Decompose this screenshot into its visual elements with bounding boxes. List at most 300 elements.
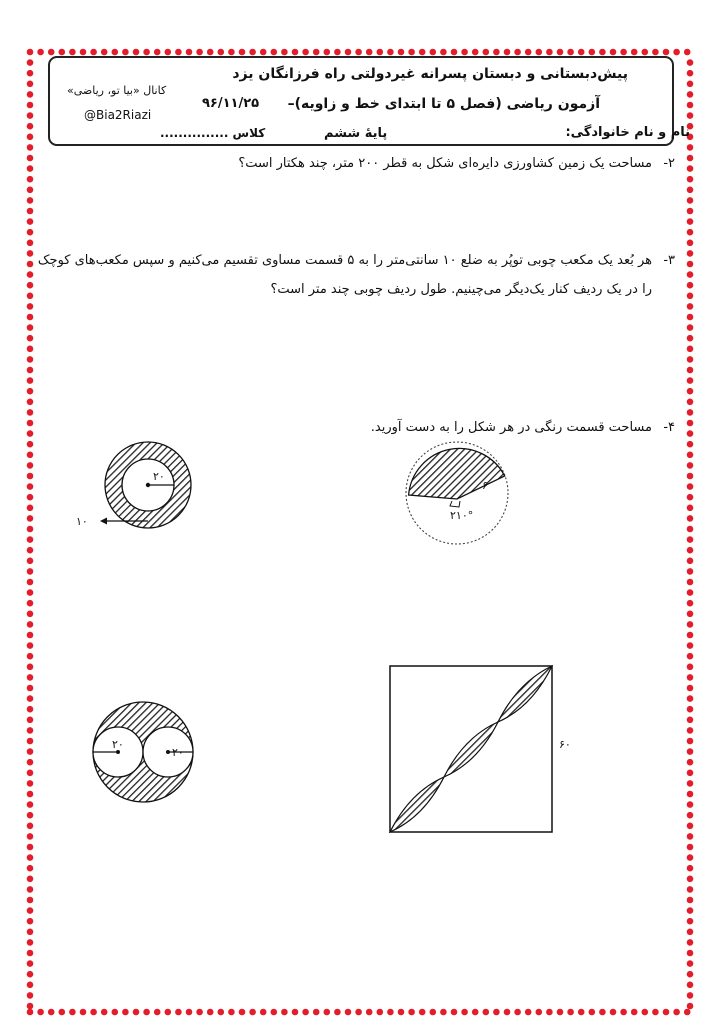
- question-4-number: ۴-: [663, 420, 675, 435]
- question-3-text-line2: را در یک ردیف کنار یک‌دیگر می‌چینیم. طول ردیف چوبی چند متر است؟: [270, 282, 652, 297]
- border-dot: [27, 49, 34, 56]
- border-dot: [196, 1009, 203, 1016]
- border-dot: [687, 293, 694, 300]
- border-dot: [687, 982, 694, 989]
- border-dot: [687, 229, 694, 236]
- border-dot: [687, 600, 694, 607]
- border-dot: [687, 865, 694, 872]
- border-dot: [186, 49, 193, 56]
- border-dot: [687, 399, 694, 406]
- border-dot: [345, 49, 352, 56]
- arrow-head-icon: [100, 518, 107, 525]
- segment-shaded-region: [409, 448, 505, 499]
- border-dot: [27, 462, 34, 469]
- border-dot: [687, 441, 694, 448]
- border-dot: [27, 929, 34, 936]
- border-dot: [687, 187, 694, 194]
- border-dot: [27, 102, 34, 109]
- border-dot: [27, 430, 34, 437]
- border-dot: [589, 49, 596, 56]
- border-dot: [687, 112, 694, 119]
- border-dot: [302, 49, 309, 56]
- border-dot: [514, 1009, 521, 1016]
- border-dot: [355, 49, 362, 56]
- border-dot: [687, 197, 694, 204]
- border-dot: [101, 1009, 108, 1016]
- border-dot: [599, 1009, 606, 1016]
- border-dot: [377, 49, 384, 56]
- border-dot: [27, 282, 34, 289]
- border-dot: [27, 335, 34, 342]
- channel-name: کانال «بیا تو، ریاضی»: [67, 84, 167, 97]
- border-dot: [27, 770, 34, 777]
- border-dot: [143, 1009, 150, 1016]
- border-dot: [27, 833, 34, 840]
- border-dot: [687, 642, 694, 649]
- border-dot: [687, 356, 694, 363]
- border-dot: [687, 939, 694, 946]
- border-dot: [27, 388, 34, 395]
- border-dot: [687, 589, 694, 596]
- border-dot: [687, 695, 694, 702]
- border-dot: [271, 1009, 278, 1016]
- border-dot: [37, 49, 44, 56]
- border-dot: [687, 844, 694, 851]
- border-dot: [27, 261, 34, 268]
- border-dot: [27, 971, 34, 978]
- class-field-label: کلاس ...............: [160, 126, 266, 140]
- border-dot: [27, 314, 34, 321]
- border-dot: [419, 49, 426, 56]
- border-dot: [687, 886, 694, 893]
- border-dot: [687, 706, 694, 713]
- border-dot: [687, 494, 694, 501]
- border-dot: [687, 929, 694, 936]
- border-dot: [673, 1009, 680, 1016]
- border-dot: [387, 49, 394, 56]
- border-dot: [631, 1009, 638, 1016]
- border-dot: [27, 208, 34, 215]
- segment-angle-label: ۲۱۰°: [450, 509, 474, 522]
- border-dot: [27, 812, 34, 819]
- border-dot: [27, 939, 34, 946]
- border-dot: [27, 918, 34, 925]
- border-dot: [186, 1009, 193, 1016]
- border-dot: [27, 717, 34, 724]
- border-dot: [687, 738, 694, 745]
- ring-figure: [60, 440, 210, 550]
- border-dot: [687, 483, 694, 490]
- border-dot: [27, 600, 34, 607]
- border-dot: [239, 1009, 246, 1016]
- border-dot: [684, 1009, 691, 1016]
- border-dot: [687, 770, 694, 777]
- border-dot: [80, 49, 87, 56]
- border-dot: [687, 547, 694, 554]
- border-dot: [687, 59, 694, 66]
- border-dot: [687, 388, 694, 395]
- border-dot: [461, 1009, 468, 1016]
- border-dot: [687, 611, 694, 618]
- border-dot: [687, 621, 694, 628]
- border-dot: [687, 218, 694, 225]
- border-dot: [687, 324, 694, 331]
- right-circle-label: ۲۰: [172, 746, 184, 759]
- border-dot: [652, 1009, 659, 1016]
- square-side-label: ۶۰: [559, 738, 571, 751]
- border-dot: [27, 823, 34, 830]
- border-dot: [687, 102, 694, 109]
- border-dot: [687, 176, 694, 183]
- border-dot: [27, 589, 34, 596]
- border-dot: [27, 748, 34, 755]
- question-2-number: ۲-: [663, 156, 675, 171]
- border-dot: [27, 91, 34, 98]
- border-dot: [687, 335, 694, 342]
- border-dot: [27, 695, 34, 702]
- border-dot: [687, 823, 694, 830]
- border-dot: [687, 717, 694, 724]
- border-dot: [27, 738, 34, 745]
- border-dot: [345, 1009, 352, 1016]
- border-dot: [27, 399, 34, 406]
- border-dot: [687, 505, 694, 512]
- question-4-text: مساحت قسمت رنگی در هر شکل را به دست آورید.: [370, 420, 652, 435]
- border-dot: [69, 1009, 76, 1016]
- border-dot: [687, 918, 694, 925]
- border-dot: [377, 1009, 384, 1016]
- border-dot: [687, 558, 694, 565]
- border-dot: [175, 1009, 182, 1016]
- border-dot: [366, 49, 373, 56]
- border-dot: [27, 197, 34, 204]
- border-dot: [27, 992, 34, 999]
- border-dot: [27, 409, 34, 416]
- border-dot: [27, 526, 34, 533]
- border-dot: [27, 81, 34, 88]
- border-dot: [483, 1009, 490, 1016]
- border-dot: [27, 1003, 34, 1010]
- border-dot: [620, 1009, 627, 1016]
- border-dot: [687, 165, 694, 172]
- border-dot: [27, 759, 34, 766]
- border-dot: [27, 420, 34, 427]
- left-circle-label: ۲۰: [112, 738, 124, 751]
- border-dot: [324, 1009, 331, 1016]
- border-dot: [567, 49, 574, 56]
- border-dot: [27, 886, 34, 893]
- border-dot: [122, 49, 129, 56]
- border-dot: [557, 1009, 564, 1016]
- border-dot: [525, 1009, 532, 1016]
- border-dot: [687, 261, 694, 268]
- border-dot: [687, 303, 694, 310]
- segment-radius-label: ۶: [482, 479, 488, 492]
- border-dot: [27, 176, 34, 183]
- border-dot: [218, 1009, 225, 1016]
- border-dot: [133, 49, 140, 56]
- question-3-text-line1: هر بُعد یک مکعب چوبی توپُر به ضلع ۱۰ سانتی‌متر را به ۵ قسمت مساوی تقسیم می‌کنیم و سپس مکعب‌های کوچک: [37, 253, 652, 268]
- border-dot: [461, 49, 468, 56]
- border-dot: [27, 801, 34, 808]
- border-dot: [27, 865, 34, 872]
- border-dot: [27, 505, 34, 512]
- border-dot: [504, 1009, 511, 1016]
- name-field-label: نام و نام خانوادگی:: [565, 125, 690, 140]
- border-dot: [687, 812, 694, 819]
- border-dot: [48, 49, 55, 56]
- border-dot: [27, 960, 34, 967]
- border-dot: [687, 515, 694, 522]
- border-dot: [687, 833, 694, 840]
- border-dot: [27, 346, 34, 353]
- border-dot: [687, 314, 694, 321]
- border-dot: [196, 49, 203, 56]
- border-dot: [687, 960, 694, 967]
- border-dot: [687, 950, 694, 957]
- border-dot: [292, 1009, 299, 1016]
- border-dot: [27, 293, 34, 300]
- border-dot: [27, 621, 34, 628]
- border-dot: [48, 1009, 55, 1016]
- border-dot: [687, 473, 694, 480]
- border-dot: [27, 854, 34, 861]
- border-dot: [27, 907, 34, 914]
- border-dot: [27, 568, 34, 575]
- ring-inner-radius-label: ۲۰: [153, 470, 165, 483]
- border-dot: [687, 780, 694, 787]
- border-dot: [27, 642, 34, 649]
- border-dot: [27, 547, 34, 554]
- border-dot: [430, 49, 437, 56]
- border-dot: [218, 49, 225, 56]
- border-dot: [673, 49, 680, 56]
- border-dot: [687, 674, 694, 681]
- border-dot: [27, 844, 34, 851]
- border-dot: [687, 70, 694, 77]
- border-dot: [154, 1009, 161, 1016]
- border-dot: [687, 462, 694, 469]
- border-dot: [27, 632, 34, 639]
- border-dot: [589, 1009, 596, 1016]
- school-name: پیش‌دبستانی و دبستان پسرانه غیردولتی راه فرزانگان یزد: [232, 66, 628, 82]
- square-figure: [385, 662, 585, 837]
- border-dot: [599, 49, 606, 56]
- border-dot: [281, 49, 288, 56]
- border-dot: [302, 1009, 309, 1016]
- border-dot: [687, 685, 694, 692]
- border-dot: [239, 49, 246, 56]
- border-dot: [504, 49, 511, 56]
- border-dot: [687, 155, 694, 162]
- border-dot: [440, 1009, 447, 1016]
- border-dot: [27, 1009, 34, 1016]
- border-dot: [27, 558, 34, 565]
- border-dot: [112, 49, 119, 56]
- border-dot: [687, 664, 694, 671]
- border-dot: [687, 526, 694, 533]
- border-dot: [557, 49, 564, 56]
- border-dot: [663, 49, 670, 56]
- border-dot: [687, 420, 694, 427]
- border-dot: [27, 706, 34, 713]
- border-dot: [27, 473, 34, 480]
- border-dot: [440, 49, 447, 56]
- border-dot: [27, 112, 34, 119]
- border-dot: [687, 748, 694, 755]
- border-dot: [27, 324, 34, 331]
- border-dot: [687, 907, 694, 914]
- border-dot: [355, 1009, 362, 1016]
- border-dot: [334, 49, 341, 56]
- border-dot: [567, 1009, 574, 1016]
- border-dot: [249, 1009, 256, 1016]
- border-dot: [90, 49, 97, 56]
- border-dot: [207, 49, 214, 56]
- border-dot: [27, 303, 34, 310]
- right-center: [166, 750, 170, 754]
- border-dot: [687, 81, 694, 88]
- border-dot: [313, 49, 320, 56]
- border-dot: [122, 1009, 129, 1016]
- channel-handle: @Bia2Riazi: [84, 108, 152, 122]
- border-dot: [324, 49, 331, 56]
- border-dot: [133, 1009, 140, 1016]
- border-dot: [112, 1009, 119, 1016]
- border-dot: [90, 1009, 97, 1016]
- border-dot: [687, 897, 694, 904]
- border-dot: [687, 632, 694, 639]
- border-dot: [687, 144, 694, 151]
- border-dot: [546, 1009, 553, 1016]
- border-dot: [27, 483, 34, 490]
- exam-date: ۹۶/۱۱/۲۵: [202, 96, 260, 111]
- border-dot: [27, 653, 34, 660]
- border-dot: [687, 536, 694, 543]
- border-dot: [27, 59, 34, 66]
- border-dot: [27, 982, 34, 989]
- border-dot: [472, 49, 479, 56]
- border-dot: [687, 801, 694, 808]
- border-dot: [514, 49, 521, 56]
- border-dot: [483, 49, 490, 56]
- border-dot: [493, 1009, 500, 1016]
- border-dot: [27, 70, 34, 77]
- border-dot: [27, 897, 34, 904]
- border-dot: [59, 1009, 66, 1016]
- border-dot: [313, 1009, 320, 1016]
- border-dot: [578, 49, 585, 56]
- border-dot: [536, 49, 543, 56]
- border-dot: [451, 49, 458, 56]
- border-dot: [525, 49, 532, 56]
- border-dot: [578, 1009, 585, 1016]
- border-dot: [398, 49, 405, 56]
- border-dot: [249, 49, 256, 56]
- border-dot: [408, 1009, 415, 1016]
- border-dot: [27, 123, 34, 130]
- border-dot: [472, 1009, 479, 1016]
- border-dot: [165, 1009, 172, 1016]
- segment-figure: [398, 437, 520, 549]
- border-dot: [27, 950, 34, 957]
- border-dot: [687, 208, 694, 215]
- border-dot: [27, 579, 34, 586]
- question-3-number: ۳-: [663, 253, 675, 268]
- border-dot: [27, 780, 34, 787]
- border-dot: [620, 49, 627, 56]
- border-dot: [27, 134, 34, 141]
- border-dot: [687, 759, 694, 766]
- border-dot: [687, 1003, 694, 1010]
- border-dot: [687, 568, 694, 575]
- border-dot: [642, 49, 649, 56]
- border-dot: [27, 218, 34, 225]
- border-dot: [27, 664, 34, 671]
- border-dot: [228, 1009, 235, 1016]
- border-dot: [27, 611, 34, 618]
- border-dot: [687, 791, 694, 798]
- border-dot: [546, 49, 553, 56]
- border-dot: [27, 727, 34, 734]
- border-dot: [80, 1009, 87, 1016]
- border-dot: [398, 1009, 405, 1016]
- border-dot: [408, 49, 415, 56]
- ring-width-label: ۱۰: [76, 515, 88, 528]
- border-dot: [175, 49, 182, 56]
- border-dot: [27, 187, 34, 194]
- border-dot: [642, 1009, 649, 1016]
- border-dot: [687, 452, 694, 459]
- border-dot: [451, 1009, 458, 1016]
- border-dot: [37, 1009, 44, 1016]
- border-dot: [631, 49, 638, 56]
- border-dot: [271, 49, 278, 56]
- border-dot: [27, 367, 34, 374]
- border-dot: [27, 441, 34, 448]
- border-dot: [652, 49, 659, 56]
- border-dot: [27, 250, 34, 257]
- border-dot: [687, 579, 694, 586]
- border-dot: [687, 876, 694, 883]
- border-dot: [687, 430, 694, 437]
- border-dot: [366, 1009, 373, 1016]
- border-dot: [610, 1009, 617, 1016]
- border-dot: [27, 165, 34, 172]
- border-dot: [687, 992, 694, 999]
- border-dot: [27, 229, 34, 236]
- grade-label: پایهٔ ششم: [324, 126, 388, 141]
- border-dot: [536, 1009, 543, 1016]
- border-dot: [687, 271, 694, 278]
- exam-title: آزمون ریاضی (فصل ۵ تا ابتدای خط و زاویه)–: [287, 96, 600, 112]
- border-dot: [27, 791, 34, 798]
- angle-arc: [450, 501, 460, 507]
- border-dot: [165, 49, 172, 56]
- border-dot: [27, 240, 34, 247]
- border-dot: [27, 144, 34, 151]
- border-dot: [27, 271, 34, 278]
- border-dot: [684, 49, 691, 56]
- border-dot: [663, 1009, 670, 1016]
- border-dot: [687, 91, 694, 98]
- border-dot: [687, 282, 694, 289]
- border-dot: [27, 515, 34, 522]
- border-dot: [292, 49, 299, 56]
- border-dot: [260, 49, 267, 56]
- border-dot: [260, 1009, 267, 1016]
- border-dot: [59, 49, 66, 56]
